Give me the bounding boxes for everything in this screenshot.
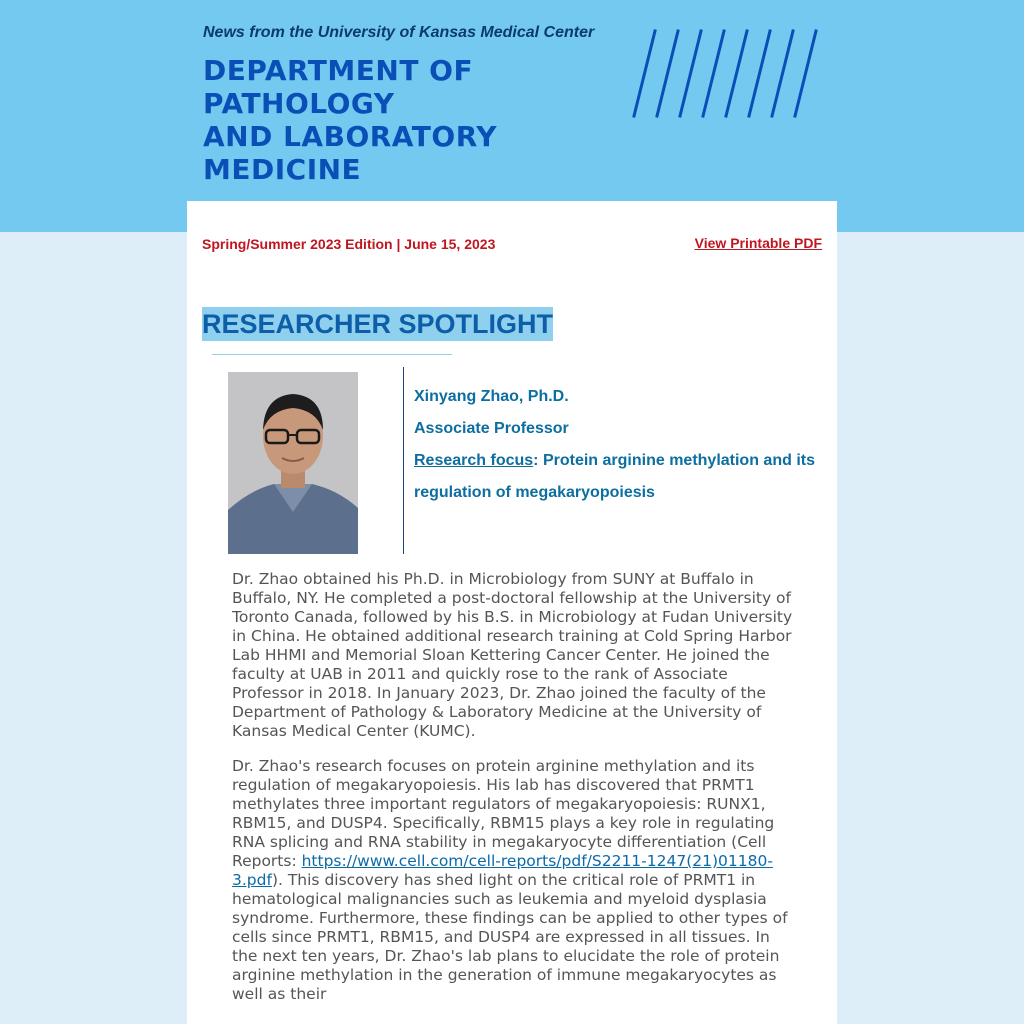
article-body	[232, 570, 797, 1020]
cell-reports-link[interactable]: https://www.cell.com/cell-reports/pdf/S2211-1247(21)01180-3.pdf	[232, 852, 773, 889]
newsletter-header	[187, 0, 837, 201]
header-kicker: News from the University of Kansas Medical Center	[203, 24, 595, 41]
research-paragraph	[232, 757, 797, 1004]
researcher-profile	[414, 381, 824, 509]
research-focus-link[interactable]: Research focus	[414, 452, 534, 469]
department-title-line: AND LABORATORY	[203, 120, 498, 153]
portrait-illustration	[228, 372, 358, 554]
research-paragraph-text: Dr. Zhao's research focuses on protein arginine methylation and its regulation of megakaryopoiesis. His lab has discovered that PRMT1 methylates three important regulators of megakaryopoiesis: RUNX1, RBM15, and DUSP4. Specifically, RBM15 plays a key role in regulating RNA splicing and RNA stability in megakaryocyte differentiation (Cell Reports:	[232, 757, 775, 870]
researcher-portrait	[228, 372, 358, 554]
department-title-line: MEDICINE	[203, 153, 362, 186]
research-focus-text: : Protein arginine methylation and its regulation of megakaryopoiesis	[414, 452, 815, 501]
bio-paragraph: Dr. Zhao obtained his Ph.D. in Microbiology from SUNY at Buffalo in Buffalo, NY. He completed a post-doctoral fellowship at the University of Toronto Canada, followed by his B.S. in Microbiology at Fudan University in China. He obtained additional research training at Cold Spring Harbor Lab HHMI and Memorial Sloan Kettering Cancer Center. He joined the faculty at UAB in 2011 and quickly rose to the rank of Associate Professor in 2018. In January 2023, Dr. Zhao joined the faculty of the Department of Pathology & Laboratory Medicine at the University of Kansas Medical Center (KUMC).	[232, 570, 793, 740]
newsletter-container	[187, 0, 837, 1024]
view-printable-pdf-link[interactable]: View Printable PDF	[694, 235, 822, 251]
edition-date: Spring/Summer 2023 Edition | June 15, 2023	[202, 236, 496, 252]
profile-divider	[403, 367, 404, 554]
research-paragraph-text: ). This discovery has shed light on the critical role of PRMT1 in hematological malignancies such as leukemia and myeloid dysplasia syndrome. Furthermore, these findings can be applied to other types of cells since PRMT1, RBM15, and DUSP4 are expressed in all tissues. In the next ten years, Dr. Zhao's lab plans to elucidate the role of protein arginine methylation in the generation of immune megakaryocytes as well as their	[232, 871, 788, 1003]
researcher-name: Xinyang Zhao, Ph.D.	[414, 388, 569, 405]
section-heading: RESEARCHER SPOTLIGHT	[202, 309, 554, 339]
section-divider	[212, 354, 452, 355]
newsletter-content	[187, 201, 837, 1024]
research-focus	[414, 445, 824, 509]
department-title	[203, 54, 533, 186]
department-title-line: DEPARTMENT OF	[203, 54, 474, 87]
diagonal-stripes-graphic	[627, 28, 827, 123]
department-title-line: PATHOLOGY	[203, 87, 395, 120]
researcher-role: Associate Professor	[414, 420, 569, 437]
